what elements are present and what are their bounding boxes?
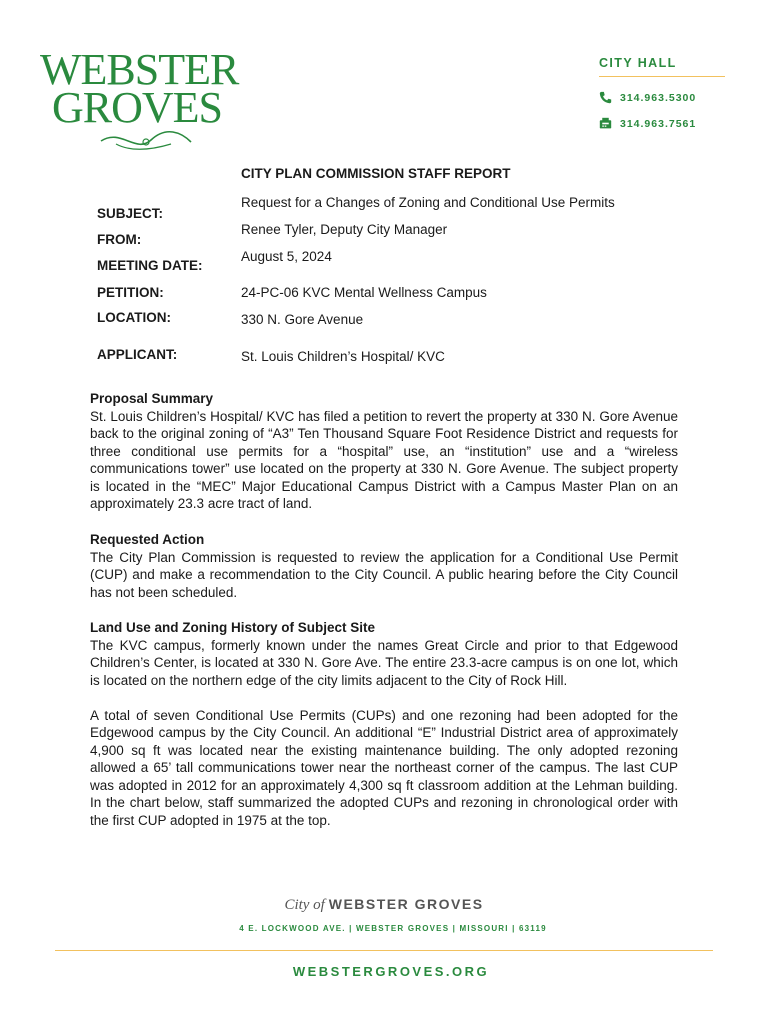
fax-icon	[599, 117, 612, 130]
location-value: 330 N. Gore Avenue	[241, 312, 364, 327]
petition-value: 24-PC-06 KVC Mental Wellness Campus	[241, 285, 487, 300]
zoning-history-paragraph-2: A total of seven Conditional Use Permits (CUPs) and one rezoning had been adopted for the Edgewood campus by the City Council. An additional “E” Industrial District area of approximately 4,900 sq ft was located near the existing maintenance building. The only adopted rezoning allowed a 65’ tall communications tower near the northeast corner of the campus. The last CUP was adopted in 2012 for an approximately 4,300 sq ft classroom addition at the Lehman building. In the chart below, staff summarized the adopted CUPs and rezoning in chronological order with the first CUP adopted in 1975 at the top.	[90, 707, 678, 828]
meeting-date-value: August 5, 2024	[241, 249, 332, 264]
location-label: LOCATION:	[97, 310, 171, 325]
logo-text-top: WEBSTER	[40, 45, 239, 94]
footer-webster-groves: WEBSTER GROVES	[328, 896, 484, 912]
proposal-summary-text: St. Louis Children’s Hospital/ KVC has filed a petition to revert the property at 330 N. Gore Avenue back to the original zoning of “A3” Ten Thousand Square Foot Residence District and requests for three conditional use permits for a “hospital” use, an “institution” use and a “wireless communications tower” use located on the property at 330 N. Gore Avenue. The subject property is located in the “MEC” Major Educational Campus District with a Campus Master Plan on an approximately 23.3 acre tract of land.	[90, 408, 678, 511]
footer-website-link[interactable]: WEBSTERGROVES.ORG	[292, 964, 490, 979]
proposal-summary-heading: Proposal Summary	[90, 391, 214, 406]
city-hall-contact	[599, 56, 725, 130]
fax-number[interactable]: 314.963.7561	[620, 117, 697, 130]
footer-city-name	[0, 896, 768, 914]
from-label: FROM:	[97, 232, 142, 247]
webster-groves-logo	[38, 44, 239, 154]
phone-row	[599, 91, 696, 104]
footer-address: 4 E. LOCKWOOD AVE. | WEBSTER GROVES | MISSOURI | 63119	[239, 924, 547, 933]
logo-text-bottom: GROVES	[52, 83, 223, 132]
report-title: CITY PLAN COMMISSION STAFF REPORT	[241, 166, 511, 181]
zoning-history-section	[90, 619, 678, 829]
phone-icon	[599, 91, 612, 104]
zoning-history-paragraph-1: The KVC campus, formerly known under the names Great Circle and prior to that Edgewood Children’s Center, is located at 330 N. Gore Ave. The entire 23.3-acre campus is on one lot, which is located on the northern edge of the city limits adjacent to the City of Rock Hill.	[90, 637, 678, 688]
city-hall-label: CITY HALL	[599, 56, 725, 77]
logo-swirl-icon	[96, 130, 196, 152]
applicant-label: APPLICANT:	[97, 347, 178, 362]
subject-label: SUBJECT:	[97, 206, 164, 221]
subject-value: Request for a Changes of Zoning and Conditional Use Permits	[241, 195, 615, 210]
from-value: Renee Tyler, Deputy City Manager	[241, 222, 448, 237]
footer-city-of: City of	[284, 897, 325, 913]
petition-label: PETITION:	[97, 285, 164, 300]
requested-action-section	[90, 531, 678, 601]
requested-action-text: The City Plan Commission is requested to review the application for a Conditional Use Permit (CUP) and make a recommendation to the City Council. A public hearing before the City Council has not been scheduled.	[90, 549, 678, 600]
zoning-history-heading: Land Use and Zoning History of Subject Site	[90, 620, 376, 635]
applicant-value: St. Louis Children’s Hospital/ KVC	[241, 349, 445, 364]
footer-divider	[55, 950, 713, 951]
proposal-summary-section	[90, 390, 678, 513]
phone-number[interactable]: 314.963.5300	[620, 91, 697, 104]
requested-action-heading: Requested Action	[90, 532, 205, 547]
fax-row	[599, 117, 696, 130]
meeting-date-label: MEETING DATE:	[97, 258, 203, 273]
